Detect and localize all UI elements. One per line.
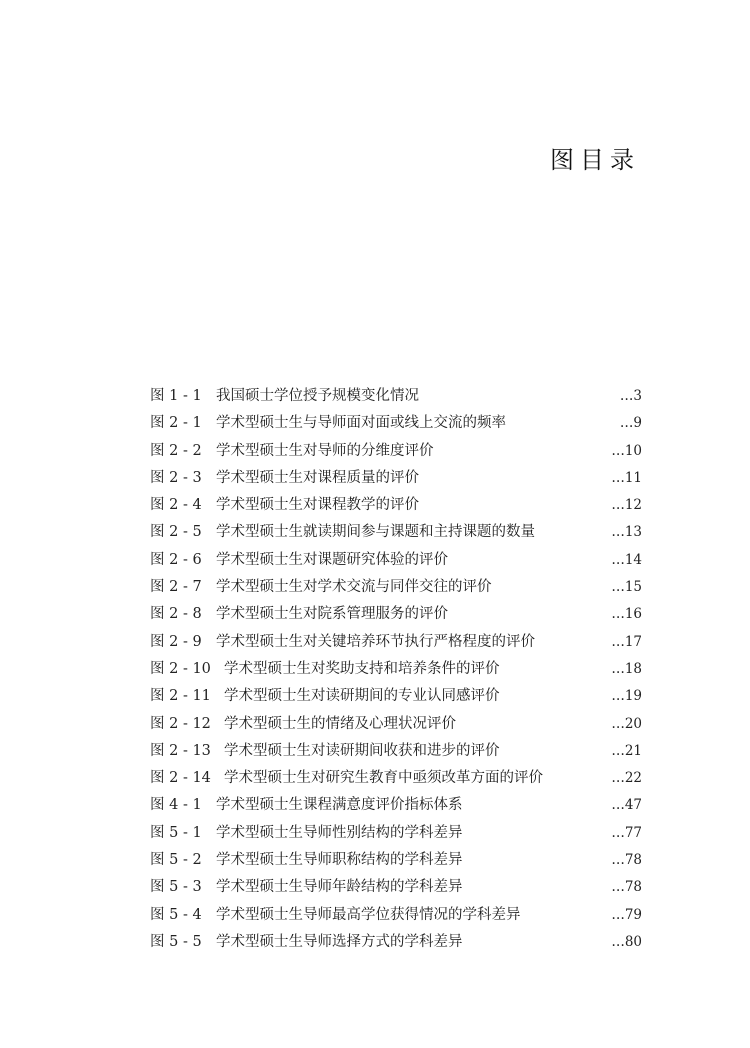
list-item[interactable] <box>150 765 642 792</box>
page-number: …10 <box>611 442 642 459</box>
list-item[interactable] <box>150 874 642 901</box>
figure-number: 图 5 - 2 <box>150 852 202 869</box>
page-number: …12 <box>611 497 642 514</box>
page-number: …3 <box>619 388 642 404</box>
figure-number: 图 2 - 9 <box>150 633 202 650</box>
page-number: …11 <box>611 469 642 486</box>
list-item[interactable] <box>150 438 642 465</box>
list-item[interactable] <box>150 738 642 765</box>
page-number: …80 <box>611 933 642 950</box>
figure-title: 学术型硕士生与导师面对面或线上交流的频率 <box>216 415 506 432</box>
figure-number: 图 2 - 10 <box>150 660 211 677</box>
page-number: …14 <box>611 551 642 568</box>
list-item[interactable] <box>150 902 642 929</box>
list-item[interactable] <box>150 601 642 628</box>
figure-number: 图 2 - 1 <box>150 415 202 432</box>
list-item[interactable] <box>150 492 642 519</box>
list-item[interactable] <box>150 574 642 601</box>
figure-number: 图 2 - 4 <box>150 497 202 514</box>
page-number: …15 <box>611 579 642 596</box>
list-item[interactable] <box>150 711 642 738</box>
figure-number: 图 5 - 3 <box>150 879 202 896</box>
figure-title: 我国硕士学位授予规模变化情况 <box>216 388 419 404</box>
figure-number: 图 2 - 5 <box>150 524 202 541</box>
list-item[interactable] <box>150 820 642 847</box>
figure-title: 学术型硕士生对课题研究体验的评价 <box>216 551 448 568</box>
figure-title: 学术型硕士生对读研期间收获和进步的评价 <box>224 742 500 759</box>
figure-title: 学术型硕士生对课程教学的评价 <box>216 497 419 514</box>
figure-number: 图 2 - 6 <box>150 551 202 568</box>
figure-number: 图 5 - 4 <box>150 906 202 923</box>
figure-title: 学术型硕士生对关键培养环节执行严格程度的评价 <box>216 633 535 650</box>
figure-title: 学术型硕士生导师最高学位获得情况的学科差异 <box>216 906 521 923</box>
page-number: …18 <box>611 660 642 677</box>
figure-title: 学术型硕士生的情绪及心理状况评价 <box>224 715 456 732</box>
list-item[interactable] <box>150 847 642 874</box>
figure-number: 图 2 - 2 <box>150 442 202 459</box>
page-number: …17 <box>611 633 642 650</box>
page-number: …20 <box>611 715 642 732</box>
page-number: …13 <box>611 524 642 541</box>
page-number: …21 <box>611 742 642 759</box>
figure-title: 学术型硕士生课程满意度评价指标体系 <box>216 797 463 814</box>
page-number: …79 <box>611 906 642 923</box>
list-item[interactable] <box>150 683 642 710</box>
figure-number: 图 2 - 3 <box>150 469 202 486</box>
figure-number: 图 2 - 14 <box>150 770 211 787</box>
figure-number: 图 2 - 8 <box>150 606 202 623</box>
page-number: …22 <box>611 770 642 787</box>
figure-list <box>150 383 642 956</box>
figure-number: 图 2 - 7 <box>150 579 202 596</box>
list-item[interactable] <box>150 929 642 956</box>
figure-title: 学术型硕士生导师职称结构的学科差异 <box>216 852 463 869</box>
list-item[interactable] <box>150 792 642 819</box>
figure-number: 图 5 - 1 <box>150 824 202 841</box>
list-item[interactable] <box>150 383 642 410</box>
page-number: …78 <box>611 879 642 896</box>
figure-title: 学术型硕士生对学术交流与同伴交往的评价 <box>216 579 492 596</box>
list-item[interactable] <box>150 547 642 574</box>
list-item[interactable] <box>150 519 642 546</box>
page-number: …16 <box>611 606 642 623</box>
list-item[interactable] <box>150 465 642 492</box>
list-item[interactable] <box>150 629 642 656</box>
figure-title: 学术型硕士生对导师的分维度评价 <box>216 442 434 459</box>
page-title: 图目录 <box>550 146 640 174</box>
figure-title: 学术型硕士生对读研期间的专业认同感评价 <box>224 688 500 705</box>
figure-number: 图 2 - 13 <box>150 742 211 759</box>
figure-title: 学术型硕士生导师选择方式的学科差异 <box>216 933 463 950</box>
figure-number: 图 2 - 11 <box>150 688 211 705</box>
figure-title: 学术型硕士生对奖助支持和培养条件的评价 <box>224 660 500 677</box>
figure-title: 学术型硕士生对研究生教育中亟须改革方面的评价 <box>224 770 543 787</box>
page-number: …47 <box>611 797 642 814</box>
figure-number: 图 2 - 12 <box>150 715 211 732</box>
figure-title: 学术型硕士生导师性别结构的学科差异 <box>216 824 463 841</box>
figure-number: 图 4 - 1 <box>150 797 202 814</box>
list-item[interactable] <box>150 410 642 437</box>
figure-title: 学术型硕士生就读期间参与课题和主持课题的数量 <box>216 524 535 541</box>
page-number: …77 <box>611 824 642 841</box>
figure-title: 学术型硕士生导师年龄结构的学科差异 <box>216 879 463 896</box>
figure-title: 学术型硕士生对院系管理服务的评价 <box>216 606 448 623</box>
figure-number: 图 1 - 1 <box>150 388 202 404</box>
page-number: …9 <box>619 415 642 432</box>
page-number: …19 <box>611 688 642 705</box>
page-number: …78 <box>611 852 642 869</box>
list-item[interactable] <box>150 656 642 683</box>
figure-title: 学术型硕士生对课程质量的评价 <box>216 469 419 486</box>
figure-number: 图 5 - 5 <box>150 933 202 950</box>
